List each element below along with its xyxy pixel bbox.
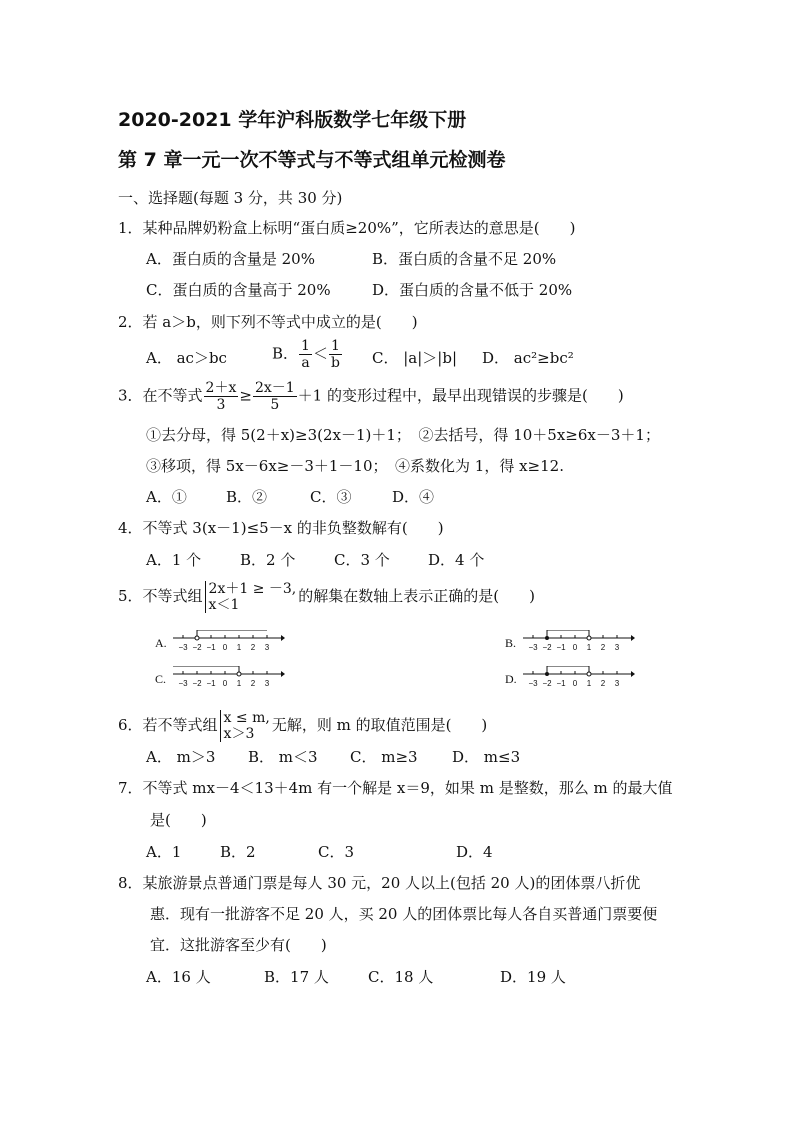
question-7-stem-continued: 是( ) [150,811,207,829]
number-line-a-graph [173,630,285,654]
question-5-stem [118,581,535,613]
question-8-option-a: A．16 人 [146,968,211,986]
tick-label: −2 [192,679,202,688]
question-1-option-a: A．蛋白质的含量是 20% [146,250,315,268]
number-line-b-graph [523,630,635,654]
tick-label: 3 [614,679,620,688]
question-4-option-a: A．1 个 [146,551,202,569]
fraction-denominator: a [301,355,310,371]
number-line-option-b [505,630,635,654]
number-line-option-c-label: C. [155,672,167,686]
tick-label: −1 [206,679,216,688]
number-line-option-a-label: A. [155,636,167,650]
tick-label: −1 [556,679,566,688]
number-line-option-d [505,666,635,690]
tick-label: 3 [264,643,270,652]
number-line-d-graph [523,666,635,690]
tick-label: 2 [600,679,606,688]
inequality-1: 2x＋1 ≥ －3, [208,581,297,597]
question-1-option-b: B．蛋白质的含量不足 20% [372,250,557,268]
page-title-line1: 2020-2021 学年沪科版数学七年级下册 [118,109,467,131]
question-7-option-d: D．4 [456,843,493,861]
fraction-2x-minus-1-over-5 [253,380,297,413]
number-line-option-b-label: B. [505,636,517,650]
question-3-step-line1: ①去分母，得 5(2＋x)≥3(2x－1)＋1； ②去括号，得 10＋5x≥6x－3＋1； [146,426,660,444]
question-8-option-b: B．17 人 [264,968,329,986]
fraction-denominator: 3 [216,397,226,413]
question-2-option-b [272,338,343,371]
question-3-option-c: C．③ [310,488,352,506]
tick-label: 2 [250,679,256,688]
question-8-stem-continued: 惠．现有一批游客不足 20 人，买 20 人的团体票比每人各自买普通门票要便 [150,905,658,923]
tick-label: −2 [192,643,202,652]
question-3-step-line2: ③移项，得 5x－6x≥－3＋1－10； ④系数化为 1，得 x≥12. [146,457,564,475]
tick-label: 2 [600,643,606,652]
question-5-stem-end: 的解集在数轴上表示正确的是( ) [298,587,535,605]
question-2-stem: 2．若 a＞b，则下列不等式中成立的是( ) [118,313,418,331]
tick-label: −2 [542,679,552,688]
tick-label: −3 [178,679,188,688]
tick-label: 0 [222,643,228,652]
question-8-stem: 8．某旅游景点普通门票是每人 30 元，20 人以上(包括 20 人)的团体票八折优 [118,874,641,892]
fraction-numerator: 1 [301,338,310,354]
question-2-option-c: C． |a|＞|b| [372,349,458,367]
question-6-option-b: B． m＜3 [248,748,318,766]
question-6-option-d: D． m≤3 [452,748,521,766]
question-4-option-c: C．3 个 [334,551,390,569]
question-4-stem: 4．不等式 3(x－1)≤5－x 的非负整数解有( ) [118,519,444,537]
inequality-1: x ≤ m, [223,710,270,726]
question-6-stem-start: 6．若不等式组 [118,716,218,734]
inequality-2: x＞3 [223,726,255,742]
fraction-numerator: 2＋x [205,380,237,396]
fraction-2-plus-x-over-3 [204,380,239,413]
tick-label: 1 [586,643,592,652]
fraction-1-over-a [299,338,312,371]
tick-label: −3 [528,679,538,688]
question-2-option-d: D． ac²≥bc² [482,349,574,367]
tick-label: 1 [586,679,592,688]
question-6-option-c: C． m≥3 [350,748,418,766]
fraction-denominator: 5 [270,397,280,413]
question-1-option-c: C．蛋白质的含量高于 20% [146,281,331,299]
tick-label: −3 [178,643,188,652]
inequality-2: x＜1 [208,597,240,613]
tick-label: 2 [250,643,256,652]
question-3-stem-end: ＋1 的变形过程中，最早出现错误的步骤是( ) [297,386,624,405]
number-line-option-a [155,630,285,654]
question-3-stem [118,380,624,413]
tick-label: 1 [236,643,242,652]
question-6-stem [118,710,487,742]
question-7-stem: 7．不等式 mx－4＜13＋4m 有一个解是 x＝9，如果 m 是整数，那么 m 的最大值 [118,779,673,797]
question-8-stem-continued-2: 宜．这批游客至少有( ) [150,936,327,954]
number-line-option-d-label: D. [505,672,517,686]
tick-label: −2 [542,643,552,652]
page-title-line2: 第 7 章一元一次不等式与不等式组单元检测卷 [118,149,506,171]
number-line-c-graph [173,666,285,690]
inequality-system [205,581,297,613]
section-heading: 一、选择题(每题 3 分，共 30 分) [118,189,343,207]
question-8-option-c: C．18 人 [368,968,434,986]
question-3-option-b: B．② [226,488,268,506]
question-1-option-d: D．蛋白质的含量不低于 20% [372,281,573,299]
tick-label: 3 [264,679,270,688]
question-3-stem-start: 3．在不等式 [118,386,203,405]
question-4-option-d: D．4 个 [428,551,485,569]
question-7-option-c: C．3 [318,843,355,861]
question-6-option-a: A． m＞3 [146,748,216,766]
fraction-numerator: 1 [329,338,342,355]
tick-label: 0 [572,679,578,688]
question-7-option-b: B．2 [220,843,256,861]
question-2-option-b-label: B． [272,344,299,363]
tick-label: −3 [528,643,538,652]
tick-label: 0 [572,643,578,652]
number-line-option-c [155,666,285,690]
question-2-option-a: A． ac＞bc [146,349,227,367]
fraction-1-over-b [329,338,342,371]
fraction-denominator: b [330,355,340,371]
tick-label: 0 [222,679,228,688]
geq-sign: ≥ [239,386,252,405]
question-6-stem-end: 无解，则 m 的取值范围是( ) [271,716,488,734]
question-3-option-d: D．④ [392,488,435,506]
tick-label: −1 [206,643,216,652]
less-than-sign: ＜ [312,344,328,363]
tick-label: 3 [614,643,620,652]
question-7-option-a: A．1 [146,843,182,861]
question-1-stem: 1．某种品牌奶粉盒上标明“蛋白质≥20%”，它所表达的意思是( ) [118,219,576,237]
tick-label: 1 [236,679,242,688]
fraction-numerator: 2x－1 [254,380,295,396]
question-8-option-d: D．19 人 [500,968,566,986]
question-4-option-b: B．2 个 [240,551,296,569]
inequality-system [220,710,270,742]
tick-label: −1 [556,643,566,652]
question-5-stem-start: 5．不等式组 [118,587,203,605]
question-3-option-a: A．① [146,488,187,506]
